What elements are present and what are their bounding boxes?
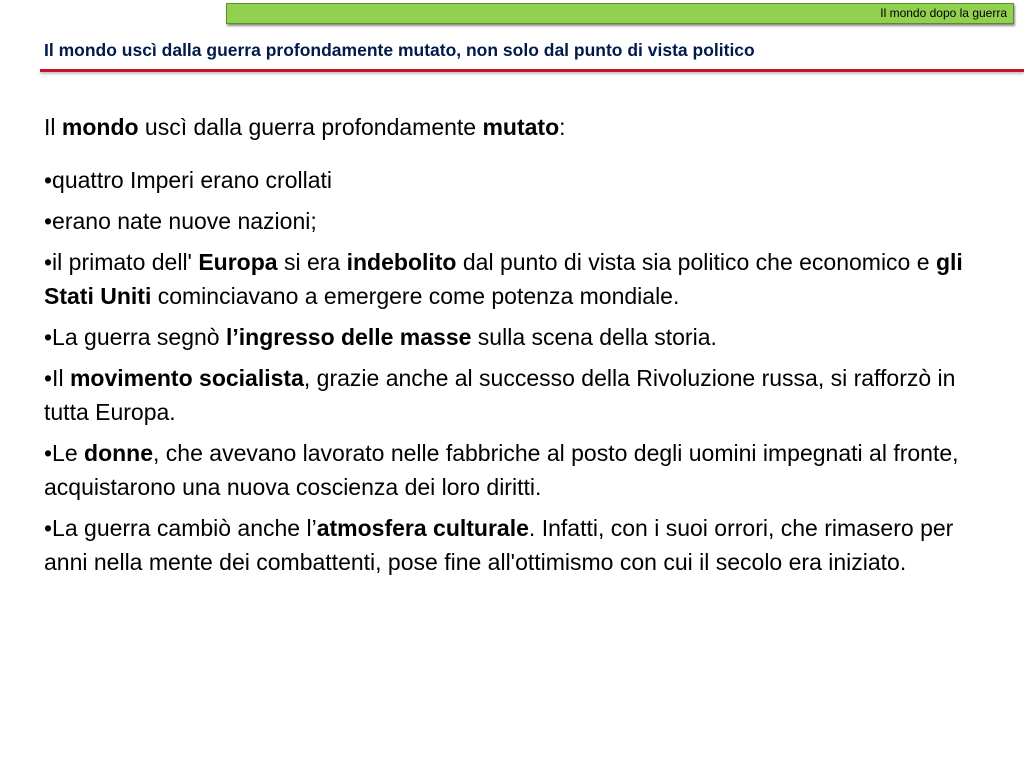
bullet-bold: Europa bbox=[198, 249, 278, 275]
bullet-text: •erano nate nuove nazioni; bbox=[44, 208, 317, 234]
bullet-bold: atmosfera culturale bbox=[316, 515, 529, 541]
bullet-culture bbox=[44, 511, 984, 579]
bullet-text: , grazie anche al successo della Rivoluzione russa, si rafforzò in tutta Europa. bbox=[44, 365, 956, 425]
bullet-masses bbox=[44, 320, 984, 354]
bullet-text: , che avevano lavorato nelle fabbriche al posto degli uomini impegnati al fronte, acquistarono una nuova coscienza dei loro diritti. bbox=[44, 440, 959, 500]
section-tag bbox=[226, 3, 1014, 24]
bullet-bold: gli Stati Uniti bbox=[44, 249, 963, 309]
bullet-bold: indebolito bbox=[346, 249, 457, 275]
section-tag-label: Il mondo dopo la guerra bbox=[880, 6, 1007, 20]
intro-text-1: Il bbox=[44, 114, 62, 140]
bullet-text: •Il bbox=[44, 365, 70, 391]
intro-text-3: : bbox=[559, 114, 566, 140]
bullet-bold: donne bbox=[84, 440, 154, 466]
intro-paragraph bbox=[44, 110, 984, 144]
bullet-text: si era bbox=[277, 249, 347, 275]
bullet-text: •il primato dell' bbox=[44, 249, 199, 275]
bullet-women bbox=[44, 436, 984, 504]
intro-bold-1: mondo bbox=[61, 114, 139, 140]
bullet-text: dal punto di vista sia politico che economico e bbox=[456, 249, 936, 275]
title-divider bbox=[40, 69, 1024, 72]
slide-body bbox=[44, 110, 984, 586]
bullet-empires bbox=[44, 163, 984, 197]
slide-title: Il mondo uscì dalla guerra profondamente mutato, non solo dal punto di vista politico bbox=[44, 40, 755, 60]
bullet-text: •La guerra cambiò anche l’ bbox=[44, 515, 317, 541]
bullet-nations bbox=[44, 204, 984, 238]
bullet-text: •quattro Imperi erano crollati bbox=[44, 167, 333, 193]
bullet-text: sulla scena della storia. bbox=[471, 324, 717, 350]
bullet-text: •Le bbox=[44, 440, 85, 466]
bullet-europe bbox=[44, 245, 984, 313]
intro-text-2: uscì dalla guerra profondamente bbox=[138, 114, 483, 140]
bullet-text: cominciavano a emergere come potenza mondiale. bbox=[151, 283, 680, 309]
bullet-bold: movimento socialista bbox=[69, 365, 304, 391]
intro-bold-2: mutato bbox=[482, 114, 560, 140]
bullet-text: •La guerra segnò bbox=[44, 324, 226, 350]
bullet-text: . Infatti, con i suoi orrori, che rimasero per anni nella mente dei combattenti, pose fine all'ottimismo con cui il secolo era iniziato. bbox=[44, 515, 954, 575]
bullet-socialism bbox=[44, 361, 984, 429]
bullet-bold: l’ingresso delle masse bbox=[225, 324, 472, 350]
